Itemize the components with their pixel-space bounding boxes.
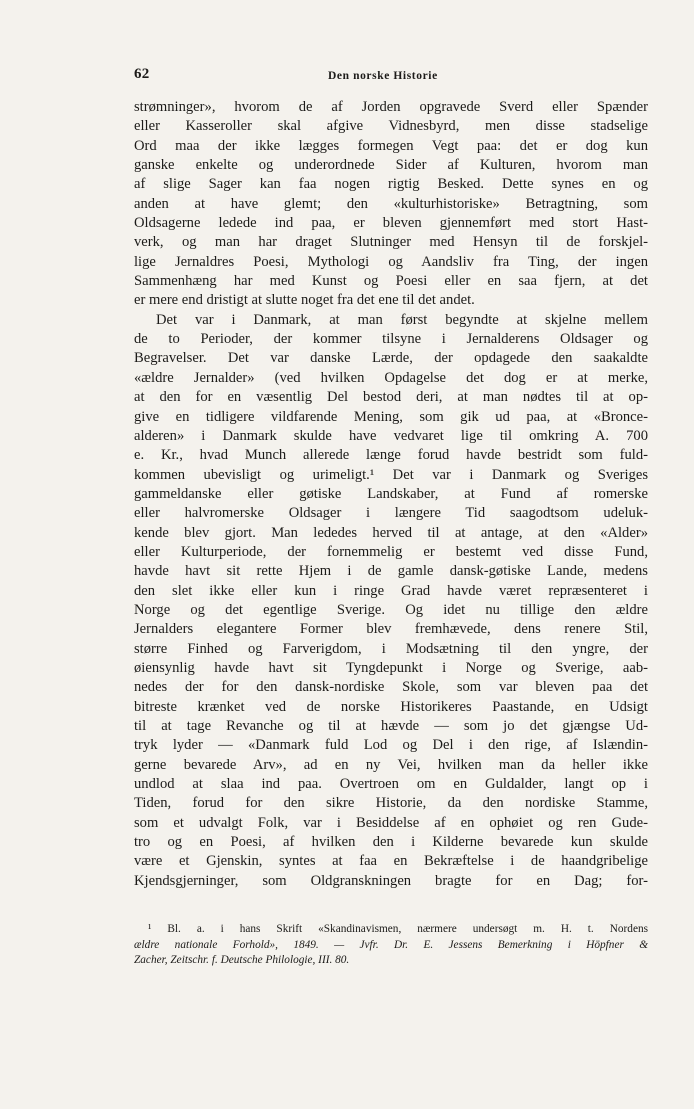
text-line: bitreste krænket ved de norske Historikeres Paastande, en Udsigt [134, 698, 648, 715]
text-line: undlod at slaa ind paa. Overtroen om en Guldalder, langt op i [134, 776, 648, 793]
footnote-line: Zacher, Zeitschr. f. Deutsche Philologie, III. 80. [134, 954, 350, 966]
text-line: kommen ubevisligt og urimeligt.¹ Det var i Danmark og Sveriges [134, 466, 648, 483]
text-line: Begravelser. Det var danske Lærde, der opdagede den saakaldte [134, 350, 648, 367]
text-line: verk, og man har draget Slutninger med Hensyn til de forskjel- [134, 234, 648, 251]
text-line: de to Perioder, der kommer tilsyne i Jernalderens Oldsager og [134, 331, 648, 348]
text-line: øiensynlig havde havt sit Tyngdepunkt i Norge og Sverige, aab- [134, 659, 648, 676]
text-line: tryk lyder — «Danmark fuld Lod og Del i den rige, af Islændin- [134, 737, 648, 754]
text-line: Oldsagerne ledede ind paa, er bleven gjennemført med stort Hast- [134, 215, 648, 232]
text-line: Kjendsgjerninger, som Oldgranskningen bragte for en Dag; for- [134, 872, 648, 889]
text-line: havde havt sit rette Hjem i de gamle dansk-gøtiske Lande, medens [134, 563, 648, 580]
footnotes [134, 922, 648, 969]
text-line: eller Kasseroller skal afgive Vidnesbyrd, men disse stadselige [134, 118, 648, 135]
text-line: tro og en Poesi, af hvilken den i Kilderne bevarede kun skulde [134, 834, 648, 851]
text-line: til at tage Revanche og til at hævde — som jo det gjængse Ud- [134, 718, 648, 734]
text-line: e. Kr., hvad Munch allerede længe forud havde bestridt som fuld- [134, 447, 648, 464]
text-line: større Finhed og Farverigdom, i Modsætning til den yngre, der [134, 640, 648, 657]
text-line: give en tidligere vildfarende Mening, som gik ud paa, at «Bronce- [134, 408, 648, 425]
text-line: gerne bevarede Arv», ad en ny Vei, hvilken man da heller ikke [134, 756, 648, 773]
text-line: eller halvromerske Oldsager i længere Tid saagodtsom udeluk- [134, 505, 648, 522]
text-line: alderen» i Danmark skulde have vedvaret lige til omkring A. 700 [134, 427, 648, 444]
text-line: eller Kulturperiode, der fornemmelig er bestemt ved disse Fund, [134, 543, 648, 560]
text-line: som et udvalgt Folk, var i Besiddelse af en ophøiet og ren Gude- [134, 814, 648, 831]
text-line: Ord maa der ikke lægges formegen Vegt paa: det er dog kun [134, 137, 648, 154]
text-line: «ældre Jernalder» (ved hvilken Opdagelse det dog er at merke, [134, 369, 648, 386]
text-line: gammeldanske eller gøtiske Landskaber, at Fund af romerske [134, 485, 648, 502]
text-line: nedes der for den dansk-nordiske Skole, som var bleven paa det [134, 679, 648, 696]
text-line: være et Gjenskin, syntes at faa en Bekræftelse i de haandgribelige [134, 853, 648, 870]
text-line: strømninger», hvorom de af Jorden opgravede Sverd eller Spænder [134, 99, 648, 115]
text-line: er mere end dristigt at slutte noget fra det ene til det andet. [134, 292, 475, 309]
body-text [134, 98, 648, 891]
text-line: anden at have glemt; den «kulturhistoriske» Betragtning, som [134, 195, 648, 212]
text-line: lige Jernaldres Poesi, Mythologi og Aandsliv fra Ting, der ingen [134, 253, 648, 270]
footnote-line: ¹ Bl. a. i hans Skrift «Skandinavismen, nærmere undersøgt m. H. t. Nordens [148, 923, 648, 935]
text-line: kende blev gjort. Man lededes herved til at antage, at den «Alder» [134, 524, 648, 541]
text-line: Jernalders elegantere Former blev fremhævede, dens renere Stil, [134, 621, 648, 638]
text-line: at den for en væsentlig Del bestod deri, at man nødtes til at op- [134, 389, 648, 406]
page-header [134, 66, 648, 88]
text-line: Tiden, forud for den sikre Historie, da den nordiske Stamme, [134, 795, 648, 812]
text-line: Norge og det egentlige Sverige. Og idet nu tillige den ældre [134, 601, 648, 618]
page-number: 62 [134, 66, 150, 82]
text-line: ganske enkelte og underordnede Sider af Kulturen, hvorom man [134, 157, 648, 174]
footnote-line: ældre nationale Forhold», 1849. — Jvfr. Dr. E. Jessens Bemerkning i Höpfner & [134, 938, 648, 951]
text-line: Det var i Danmark, at man først begyndte at skjelne mellem [156, 311, 648, 328]
running-title: Den norske Historie [328, 70, 438, 82]
text-line: af slige Sager kan faa nogen rigtig Besked. Dette synes en og [134, 176, 648, 193]
text-line: Sammenhæng har med Kunst og Poesi eller en saa fjern, at det [134, 273, 648, 290]
text-line: den slet ikke eller kun i ringe Grad havde været repræsenteret i [134, 582, 648, 599]
